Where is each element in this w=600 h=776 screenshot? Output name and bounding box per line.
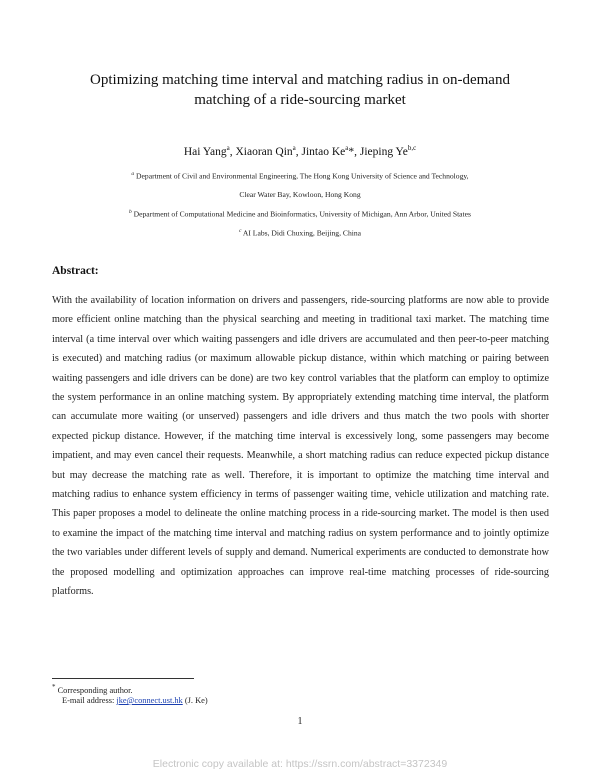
abstract-heading: Abstract: (52, 265, 99, 277)
affiliation-a-cont: Clear Water Bay, Kowloon, Hong Kong (239, 190, 361, 199)
affiliation-b: $^b$ Department of Computational Medicine and Bioinformatics, University of Michigan, Ann Arbor, United States (129, 209, 471, 219)
title-line-2: matching of a ride-sourcing market (194, 92, 406, 108)
title-line-1: Optimizing matching time interval and matching radius in on-demand (90, 72, 510, 88)
footnote-email: E-mail address: jke@connect.ust.hk (J. Ke) (62, 696, 208, 705)
email-link[interactable]: jke@connect.ust.hk (116, 696, 183, 705)
affiliation-c: $^c$ AI Labs, Didi Chuxing, Beijing, China (238, 228, 362, 238)
author: Xiaoran Qin$^a$, (235, 144, 302, 158)
paper-title (60, 70, 540, 110)
author-list (0, 144, 600, 158)
page-number: 1 (297, 716, 303, 727)
author: Jieping Ye$^{b,c}$ (359, 144, 417, 158)
affiliation-a: $^a$ Department of Civil and Environmental Engineering, The Hong Kong University of Science and Technology, (131, 171, 469, 181)
author: Jintao Ke$^a$*, (301, 144, 360, 158)
author: Hai Yang$^a$, (183, 144, 236, 158)
ssrn-watermark: Electronic copy available at: https://ssrn.com/abstract=3372349 (152, 758, 448, 770)
abstract-body: With the availability of location information on drivers and passengers, ride-sourcing platforms are now able to provide more efficient online matching than the physical searching and meeting in traditional taxi market. The matching time interval (a time interval over which waiting passengers and idle drivers are accumulated and then peer-to-peer matching is executed) and matching radius (or maximum allowable pickup distance, within which matching or pairing between waiting passengers and idle drivers can be done) are two key control variables that the platform can employ to optimize the system performance in an online matching system. By appropriately extending matching time interval, the platform can accumulate more waiting (or unserved) passengers and idle drivers and thus match the two pools with shorter expected pickup distance. However, if the matching time interval is excessively long, some passengers may become impatient, and may even cancel their requests. Meanwhile, a short matching radius can reduce expected pickup distance but may decrease the matching rate as well. Therefore, it is important to optimize the matching time interval and matching radius to enhance system efficiency in terms of passenger waiting time, vehicle utilization and matching rate. This paper proposes a model to delineate the online matching process in a ride-sourcing market. The model is then used to examine the impact of the matching time interval and matching radius on system performance and to jointly optimize the two variables under different levels of supply and demand. Numerical experiments are conducted to demonstrate how the proposed modelling and optimization approaches can improve real-time matching processes of ride-sourcing platforms. (52, 295, 549, 598)
footnote-corresponding: * Corresponding author. (52, 683, 133, 695)
footnote-divider (52, 678, 194, 679)
